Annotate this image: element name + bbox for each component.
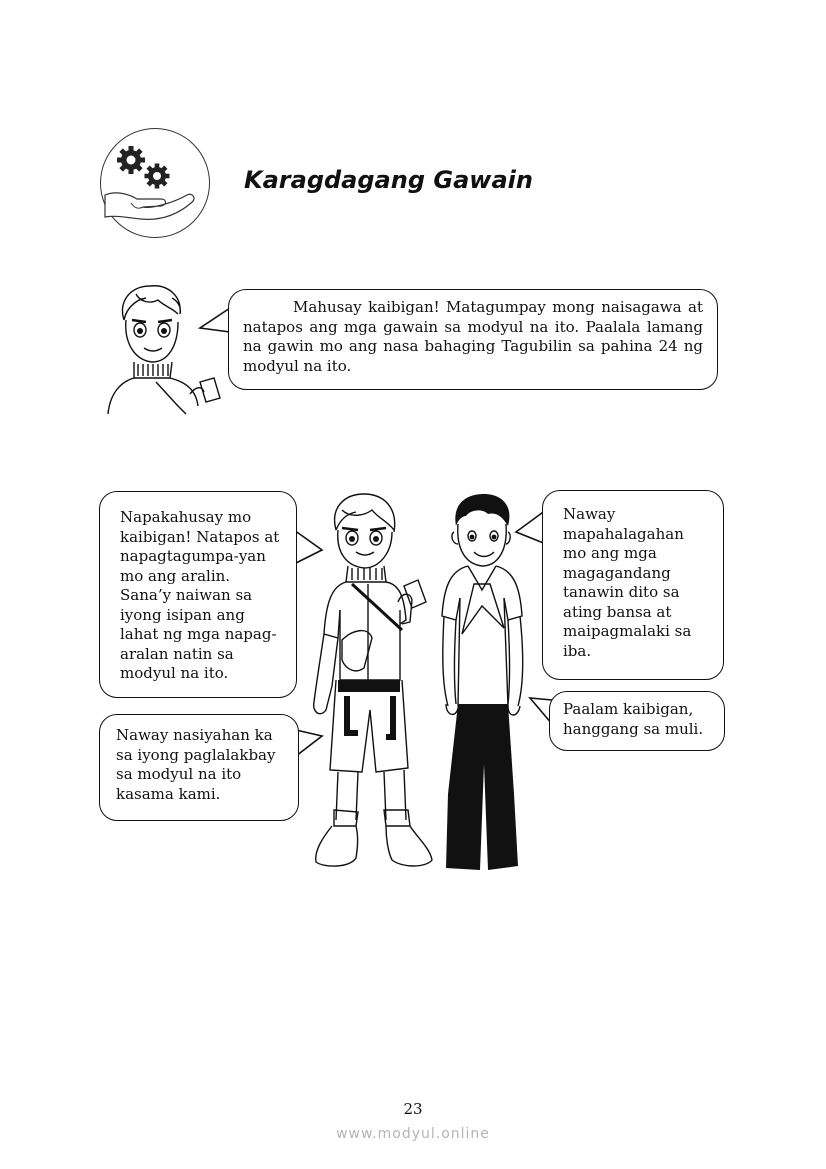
page-number: 23 <box>403 1100 423 1118</box>
bubble-line: Napakahusay mo <box>120 508 252 526</box>
bubble-line: magagandang <box>563 563 671 582</box>
speech-bubble-intro <box>228 289 718 390</box>
bubble-line: Naway <box>563 505 616 523</box>
bubble-line: Paalam kaibigan, <box>563 700 694 718</box>
bubble-line: ating bansa at <box>563 602 672 621</box>
bubble-line: Naway nasiyahan ka <box>116 726 273 744</box>
speech-bubble-right-top <box>542 490 724 680</box>
bubble-line: lahat ng mga napag- <box>120 625 277 643</box>
speech-bubble-left-top <box>99 491 297 698</box>
bubble-line: iba. <box>563 641 592 660</box>
bubble-line: mo ang mga <box>563 544 657 562</box>
bubble-line: sa iyong paglalakbay <box>116 745 276 764</box>
bubble-line: mo ang aralin. <box>120 566 231 585</box>
bubble-line: hanggang sa muli. <box>563 719 704 738</box>
boy-full-body-illustration <box>306 490 442 880</box>
bubble-line: napagtagumpa-yan <box>120 547 266 565</box>
bubble-line: kaibigan! Natapos at <box>120 527 280 546</box>
bubble-line: tanawin dito sa <box>563 583 680 601</box>
gears-in-hand-icon <box>100 128 210 238</box>
watermark: www.modyul.online <box>336 1126 490 1142</box>
boy-character-illustration <box>106 282 228 416</box>
man-full-body-illustration <box>438 494 530 878</box>
bubble-line: sa modyul na ito <box>116 765 242 783</box>
bubble-line: aralan natin sa <box>120 644 234 663</box>
bubble-line: kasama kami. <box>116 784 221 803</box>
intro-text: Mahusay kaibigan! Matagumpay mong naisagawa at natapos ang mga gawain sa modyul na ito. Paalala lamang na gawin mo ang nasa bahaging Tagubilin sa pahina 24 ng modyul na ito. <box>243 298 703 375</box>
bubble-line: mapahalagahan <box>563 524 684 543</box>
speech-bubble-left-bottom <box>99 714 299 821</box>
speech-bubble-right-bottom <box>549 691 725 751</box>
page-title: Karagdagang Gawain <box>244 166 533 194</box>
bubble-line: maipagmalaki sa <box>563 622 692 640</box>
bubble-line: modyul na ito. <box>120 664 229 682</box>
speech-bubble-tail <box>198 306 232 336</box>
bubble-line: Sana’y naiwan sa <box>120 586 253 604</box>
bubble-line: iyong isipan ang <box>120 605 245 624</box>
